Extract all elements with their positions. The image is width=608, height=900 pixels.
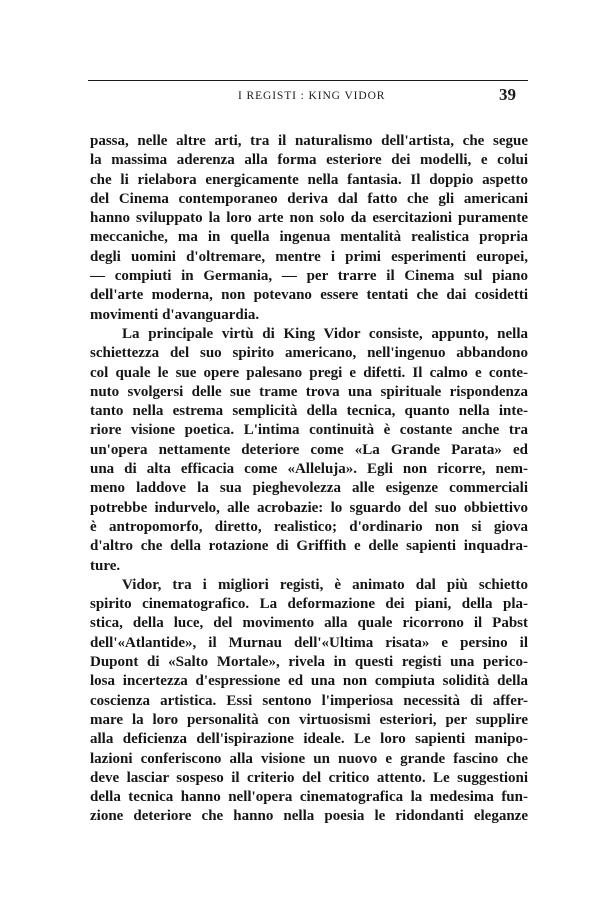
text-line: del Cinema contemporaneo deriva dal fatto che gli americani (90, 190, 528, 207)
text-line: stica, della luce, del movimento alla quale ricorrono il Pabst (90, 615, 528, 632)
text-line: alla deficienza dell'ispirazione ideale. Le loro sapienti manipo- (90, 731, 528, 748)
text-line: riore visione poetica. L'intima continuità è costante anche tra (90, 422, 528, 439)
text-line: nuto svolgersi delle sue trame trova una spirituale rispondenza (90, 383, 528, 400)
text-line: meccaniche, ma in quella ingenua mentalità realistica propria (90, 229, 528, 246)
text-line: hanno sviluppato la loro arte non solo da esercitazioni puramente (90, 210, 528, 227)
text-line: un'opera nettamente deteriore come «La Grande Parata» ed (90, 441, 528, 458)
text-line: deve lasciar sospeso il criterio del critico attento. Le suggestioni (90, 769, 528, 786)
text-line: coscienza artistica. Essi sentono l'imperiosa necessità di affer- (90, 692, 528, 709)
text-line: della tecnica hanno nell'opera cinematografica la medesima fun- (90, 789, 528, 806)
text-line: dell'arte moderna, non potevano essere tentati che dai cosidetti (90, 287, 528, 304)
body-text (90, 132, 528, 827)
text-line: schiettezza del suo spirito americano, nell'ingenuo abbandono (90, 345, 528, 362)
text-line: degli uomini d'oltremare, mentre i primi esperimenti europei, (90, 248, 528, 265)
text-line: la massima aderenza alla forma esteriore dei modelli, e colui (90, 152, 528, 169)
text-line: ture. (90, 557, 121, 574)
text-line: losa incertezza d'espressione ed una non compiuta solidità della (90, 673, 528, 690)
running-title: I REGISTI : KING VIDOR (238, 90, 386, 102)
text-line: che li rielabora energicamente nella fantasia. Il doppio aspetto (90, 171, 528, 188)
text-line: — compiuti in Germania, — per trarre il Cinema sul piano (90, 268, 528, 285)
text-line: meno laddove la sua pieghevolezza alle esigenze commerciali (90, 480, 528, 497)
text-line: potrebbe indurvelo, alle acrobazie: lo sguardo del suo obbiettivo (90, 499, 528, 516)
text-line: movimenti d'avanguardia. (90, 306, 260, 323)
text-line: una di alta efficacia come «Alleluja». Egli non ricorre, nem- (90, 461, 528, 478)
text-line: mare la loro personalità con virtuosismi esteriori, per supplire (90, 711, 528, 728)
text-line: La principale virtù di King Vidor consiste, appunto, nella (122, 325, 528, 342)
text-line: spirito cinematografico. La deformazione dei piani, della pla- (90, 596, 528, 613)
text-line: d'altro che della rotazione di Griffith e delle sapienti inquadra- (90, 538, 528, 555)
text-line: zione deteriore che hanno nella poesia le ridondanti eleganze (90, 808, 528, 825)
text-line: Dupont di «Salto Mortale», rivela in questi registi una perico- (90, 654, 528, 671)
running-header (88, 80, 528, 107)
text-line: Vidor, tra i migliori registi, è animato dal più schietto (122, 576, 528, 593)
text-line: passa, nelle altre arti, tra il naturalismo dell'artista, che segue (90, 133, 528, 149)
text-line: è antropomorfo, diretto, realistico; d'ordinario non si giova (90, 518, 528, 535)
text-line: tanto nella estrema semplicità della tecnica, quanto nella inte- (90, 403, 528, 420)
text-line: dell'«Atlantide», il Murnau dell'«Ultima risata» e persino il (90, 634, 528, 651)
page-number: 39 (499, 85, 516, 104)
text-line: col quale le sue opere palesano pregi e difetti. Il calmo e conte- (90, 364, 528, 381)
text-line: lazioni conferiscono alla visione un nuovo e grande fascino che (90, 750, 528, 767)
